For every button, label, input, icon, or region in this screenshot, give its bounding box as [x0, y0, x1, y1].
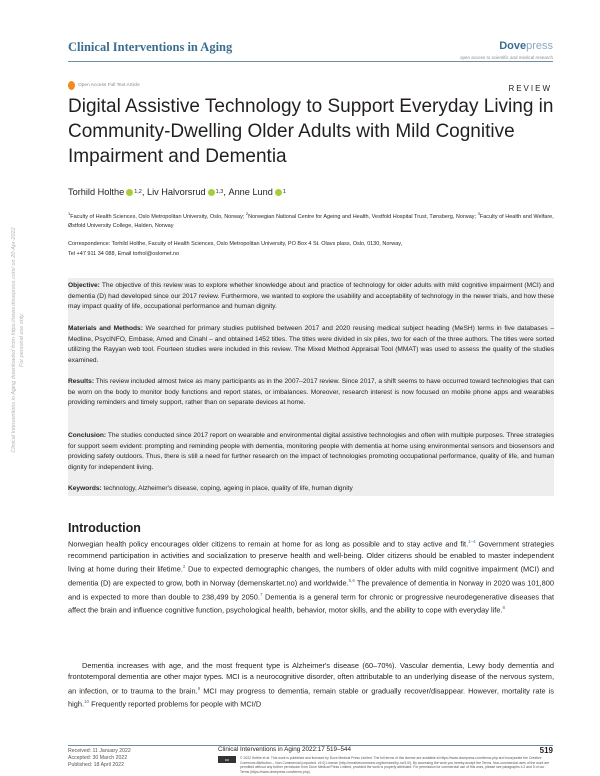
publisher-suffix: press	[526, 40, 553, 52]
results-text: This review included almost twice as many participants as in the 2007–2017 review. Since 2017, a shift seems to have occurred toward technologies that can be worn on the body to monitor body functions and report states, or imbalances. Moreover, research interest is now focused on mobile phone apps and wearables providing reminders and timely support, rather than on separate devices at home.	[68, 378, 554, 407]
intro-paragraph-1	[68, 536, 554, 616]
author-list: Torhild Holthe 1,2 , Liv Halvorsrud 1,3 , Anne Lund 1	[68, 187, 286, 197]
abstract-box	[68, 278, 554, 496]
abstract-conclusion	[68, 431, 554, 473]
watermark-line: For personal use only.	[19, 313, 25, 368]
conclusion-text: The studies conducted since 2017 report on wearable and environmental digital assistive technologies and often with multiple purposes. Three strategies for support seem evident: prompting and reminding people with dementia, monitoring people with dementia at home using environmental sensors and biosensors and providing safety outdoors. Thus, there is still a need for further research on the impact of technologies promoting occupational performance, quality of life, and human dignity for independent living.	[68, 432, 554, 471]
article-title: Digital Assistive Technology to Support Everyday Living in Community-Dwelling Older Adults with Mild Cognitive Impairment and Dementia	[68, 96, 554, 167]
download-watermark	[10, 150, 26, 530]
affil-sup: 2	[245, 211, 249, 216]
open-access-label	[68, 81, 140, 90]
text-run: Government strategies recommend participation in activities and socialization to preserve health and well-being. Older citizens should be enabled to master independent living at home during their lifetime.	[68, 539, 554, 574]
text-run: Dementia increases with age, and the most frequent type is Alzheimer's disease (60–70%). Vascular dementia, Lewy body dementia and frontotemporal dementia are other major types. MCI is a neurocognitive disorder, often attributable to an underlying disease of the nervous system, an infection, or to trauma to the brain.	[68, 661, 554, 696]
publisher-logo	[460, 40, 553, 60]
objective-text: The objective of this review was to explore whether knowledge about and practice of technology for older adults with mild cognitive impairment (MCI) and dementia (D) had developed since our 2017 review. Furthermore, we wanted to explore the usability and acceptability of technology in the newer trials, and how these may impact quality of life, occupational performance and human dignity.	[68, 282, 554, 311]
author-name: Anne Lund	[228, 187, 273, 197]
publisher-tagline: open access to scientific and medical research	[459, 55, 553, 60]
affiliation-1: Faculty of Health Sciences, Oslo Metropolitan University, Oslo, Norway;	[70, 213, 246, 220]
intro-paragraph-2	[68, 660, 554, 710]
conclusion-label: Conclusion:	[68, 432, 107, 439]
author-name: Liv Halvorsrud	[146, 187, 206, 197]
accepted-date: Accepted: 30 March 2022	[68, 755, 128, 761]
affiliation-3: Faculty of Health and Welfare, Østfold University College, Halden, Norway	[68, 213, 554, 230]
abstract-objective	[68, 281, 554, 313]
author-affiliation: 1	[282, 189, 286, 195]
author-affiliation: 1,3	[215, 189, 224, 195]
affiliations	[68, 209, 554, 232]
text-run: MCI may progress to dementia, remain stable or gradually recover/disappear. However, mortality rate is high.	[68, 686, 554, 709]
reference-link[interactable]: 8	[502, 605, 506, 611]
open-access-icon	[68, 81, 75, 90]
reference-link[interactable]: 10	[84, 699, 90, 705]
reference-link[interactable]: 9	[197, 685, 201, 691]
abstract-methods	[68, 324, 554, 366]
license-text: © 2022 Holthe et al. This work is published and licensed by Dove Medical Press Limited. The full terms of this license are available at https://www.dovepress.com/terms.php and incorporate the Creative Commons Attribution – Non Commercial (unported, v3.0) License (http://creativecommons.org/licenses/by-nc/3.0/). By accessing the work you hereby accept the Terms. Non-commercial uses of the work are permitted without any further permission from Dove Medical Press Limited, provided the work is properly attributed. For permission for commercial use of this work, please see paragraphs 4.2 and 5 of our Terms (https://www.dovepress.com/terms.php).	[240, 756, 550, 774]
text-run: Frequently reported problems for people with MCI/D	[89, 699, 262, 709]
methods-label: Materials and Methods:	[68, 325, 143, 332]
text-run: Due to expected demographic changes, the numbers of older adults with mild cognitive impairment (MCI) and dementia (D) are expected to grow, both in Norway (demenskartet.no) and worldwide.	[68, 564, 554, 588]
methods-text: We searched for primary studies published between 2017 and 2020 reusing medical subject heading (MeSH) terms in five databases – Medline, PsycINFO, Embase, Amed and Cinahl – and obtained 1452 titles. The titles were divided in six piles, two for each of the three authors. The titles were sorted utilizing the Rayyan web tool. Fourteen studies were included in this review. The Mixed Method Appraisal Tool (MMAT) was used to assess the quality of the studies examined.	[68, 325, 554, 364]
keywords-label: Keywords:	[68, 485, 102, 492]
keywords-text: technology, Alzheimer's disease, coping, ageing in place, quality of life, human dignity	[101, 485, 353, 492]
text-run: The prevalence of dementia in Norway in 2020 was 101,800 and is expected to more than double to 238,499 by 2050.	[68, 578, 554, 602]
affiliation-2: Norwegian National Centre for Ageing and Health, Vestfold Hospital Trust, Tønsberg, Norway;	[248, 213, 478, 220]
published-date: Published: 18 April 2022	[68, 762, 124, 768]
objective-label: Objective:	[68, 282, 100, 289]
publication-dates	[68, 748, 131, 769]
correspondence-address: Correspondence: Torhild Holthe, Faculty of Health Sciences, Oslo Metropolitan University, PO Box 4 St. Olavs plass, Oslo, 0130, Norway,	[68, 241, 403, 247]
correspondence	[68, 240, 554, 259]
header-divider	[68, 61, 553, 62]
orcid-icon[interactable]	[208, 189, 215, 196]
orcid-icon[interactable]	[126, 189, 133, 196]
page-number: 519	[539, 746, 553, 755]
affil-sup: 3	[477, 211, 480, 216]
orcid-icon[interactable]	[275, 189, 282, 196]
correspondence-contact[interactable]: Tel +47 911 34 088, Email torhol@oslomet.no	[68, 250, 180, 257]
abstract-keywords	[68, 484, 554, 495]
article-type: REVIEW	[508, 84, 552, 93]
cc-license-icon[interactable]: cc	[218, 756, 236, 763]
reference-link[interactable]: 7	[259, 591, 263, 597]
author-affiliation: 1,2	[134, 189, 142, 195]
affil-sup: 1	[68, 211, 71, 216]
journal-name: Clinical Interventions in Aging	[68, 40, 233, 54]
reference-link[interactable]: 1–4	[468, 539, 476, 544]
section-heading: Introduction	[68, 521, 141, 535]
text-run: Norwegian health policy encourages older citizens to remain at home for as long as possible and to stay active and fit.	[68, 539, 469, 549]
author-name: Torhild Holthe	[68, 187, 125, 197]
results-label: Results:	[68, 378, 95, 385]
open-access-text: Open Access Full Text Article	[78, 83, 140, 88]
publisher-main: Dove	[499, 40, 527, 52]
reference-link[interactable]: 2	[182, 564, 186, 570]
text-run: Dementia is a general term for chronic or progressive neurodegenerative diseases that affect the brain and influence cognitive function, psychological health, behavior, motor skills, and the ability to cope with everyday life.	[68, 592, 554, 615]
reference-link[interactable]: 5,6	[348, 577, 355, 583]
watermark-line: Clinical Interventions in Aging downloaded from https://www.dovepress.com/ on 20-Apr-2022	[11, 227, 17, 453]
received-date: Received: 11 January 2022	[68, 748, 131, 754]
journal-citation: Clinical Interventions in Aging 2022:17 519–544	[218, 746, 352, 753]
abstract-results	[68, 377, 554, 409]
